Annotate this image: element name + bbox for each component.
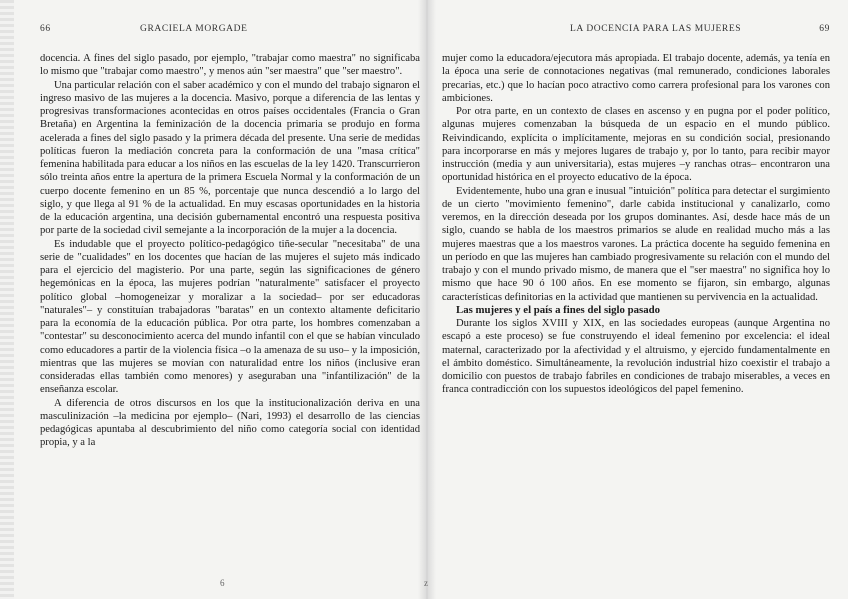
book-gutter: [418, 0, 436, 599]
section-heading: Las mujeres y el país a fines del siglo pasado: [456, 303, 661, 316]
left-page: [40, 0, 420, 599]
left-paragraph: A diferencia de otros discursos en los que la institucionalización deriva en una masculinización –la medicina por ejemplo– (Nari, 1993) el desarrollo de las ciencias pedagógicas apuntaba al descubrimiento del niño como categoría social con identidad propia, y a la: [40, 397, 420, 449]
right-paragraph: Evidentemente, hubo una gran e inusual "intuición" política para detectar el surgimiento de un cierto "movimiento femenino", darle cabida institucional y canalizarlo, como veremos, en la dirección deseada por los grupos dominantes. Así, desde hace más de un siglo, cuando se habla de los maestros primarios se alude en realidad mucho más a las mujeres maestras que a los maestros varones. La práctica docente ha seguido femenina en un período en que las mujeres han cambiado progresivamente su relación con el mundo del trabajo y con el mundo privado mismo, de manera que el "ser maestra" no significa hoy lo mismo que hace 90 ó 100 años. En ese momento se fijaron, sin embargo, algunas características definitorias en la actividad que mantienen su pervivencia en la actualidad.: [442, 185, 830, 303]
left-paragraph: Una particular relación con el saber académico y con el mundo del trabajo signaron el ingreso masivo de las mujeres a la docencia. Masivo, porque a diferencia de las lentas y progresivas transformaciones acontecidas en otros países occidentales (Francia o Gran Bretaña) en Argentina la feminización de la docencia primaria se produjo en forma acelerada a fines del siglo pasado y la primera década del presente. Una serie de medidas políticas fueron la mediación concreta para la conformación de una "masa crítica" femenina habilitada para educar a los niños en las escuelas de la ley 1420. Transcurrieron sólo treinta años entre la apertura de la primera Escuela Normal y la conformación de un cuerpo docente femenino en un 85 %, porcentaje que nunca descendió a lo largo del siglo, y que llega al 91 % de la actualidad. En muy escasas oportunidades en la historia de la educación argentina, una decisión gubernamental encontró una respuesta positiva por parte de la sociedad civil semejante a la incorporación de la mujer a la docencia.: [40, 79, 420, 237]
left-page-number: 66: [40, 24, 51, 34]
left-paragraph: Es indudable que el proyecto político-pedagógico tiñe-secular "necesitaba" de una serie de "cualidades" en los docentes que hacían de las mujeres el sujeto más indicado para el ejercicio del magisterio. Por una parte, según las significaciones de género hegemónicas en la época, las mujeres podrían "naturalmente" satisfacer el proyecto político global –homogeneizar y moralizar a la sociedad– por ser educadoras "naturales"– y constituían trabajadoras "baratas" en un contexto altamente deficitario para la economía de la educación pública. Por otra parte, los hombres comenzaban a "contestar" su desconocimiento acerca del mundo infantil con el que se habían vinculado como educadores a partir de la violencia física –o la amenaza de su uso– y la imposición, mientras que las mujeres se movían con naturalidad entre los niños (inclusive eran consideradas ellas también como menores) y aseguraban una "infantilización" de la enseñanza escolar.: [40, 238, 420, 396]
left-body-text: [40, 52, 420, 450]
right-running-head: [442, 24, 830, 38]
right-page: [424, 0, 830, 599]
right-body-text: [442, 52, 830, 397]
scan-left-edge: [0, 0, 14, 599]
left-paragraph: docencia. A fines del siglo pasado, por ejemplo, "trabajar como maestra" no significaba lo mismo que "trabajar como maestro", y menos aún "ser maestra" que "ser maestro".: [40, 53, 420, 78]
right-running-title: LA DOCENCIA PARA LAS MUJERES: [570, 24, 742, 34]
left-running-title: GRACIELA MORGADE: [140, 24, 248, 34]
left-running-head: [40, 24, 420, 38]
right-paragraph: mujer como la educadora/ejecutora más apropiada. El trabajo docente, además, ya tenía en la época una serie de connotaciones negativas (mal remunerado, condiciones laborales precarias, etc.) que lo hacían poco atractivo como carrera profesional para los varones con ambiciones.: [442, 53, 830, 104]
left-page-mark: 6: [220, 578, 225, 588]
right-page-number: 69: [819, 24, 830, 34]
right-paragraph: Por otra parte, en un contexto de clases en ascenso y en pugna por el poder político, algunas mujeres comenzaban la búsqueda de un espacio en el mundo público. Reivindicando, explícita o implícitamente, mejoras en su condición social, presionando para incorporarse en más y mejores lugares de trabajo y, por lo tanto, para recibir mayor instrucción (media y aun universitaria), estas mujeres –y ranchas otras– encontraron una oportunidad histórica en el proyecto educativo de la época.: [442, 106, 830, 184]
right-paragraph: Durante los siglos XVIII y XIX, en las sociedades europeas (aunque Argentina no escapó a este proceso) se fue construyendo el ideal femenino por excelencia: el ideal maternal, caracterizado por la afectividad y el altruismo, y ejercido fundamentalmente en el ámbito doméstico. Simultáneamente, la revolución industrial hizo coexistir el trabajo a domicilio con puestos de trabajo fabriles en condiciones de trabajo miserables, a veces en franca contradicción con los supuestos ideológicos del papel femenino.: [442, 318, 830, 396]
right-page-mark: z: [424, 578, 428, 588]
